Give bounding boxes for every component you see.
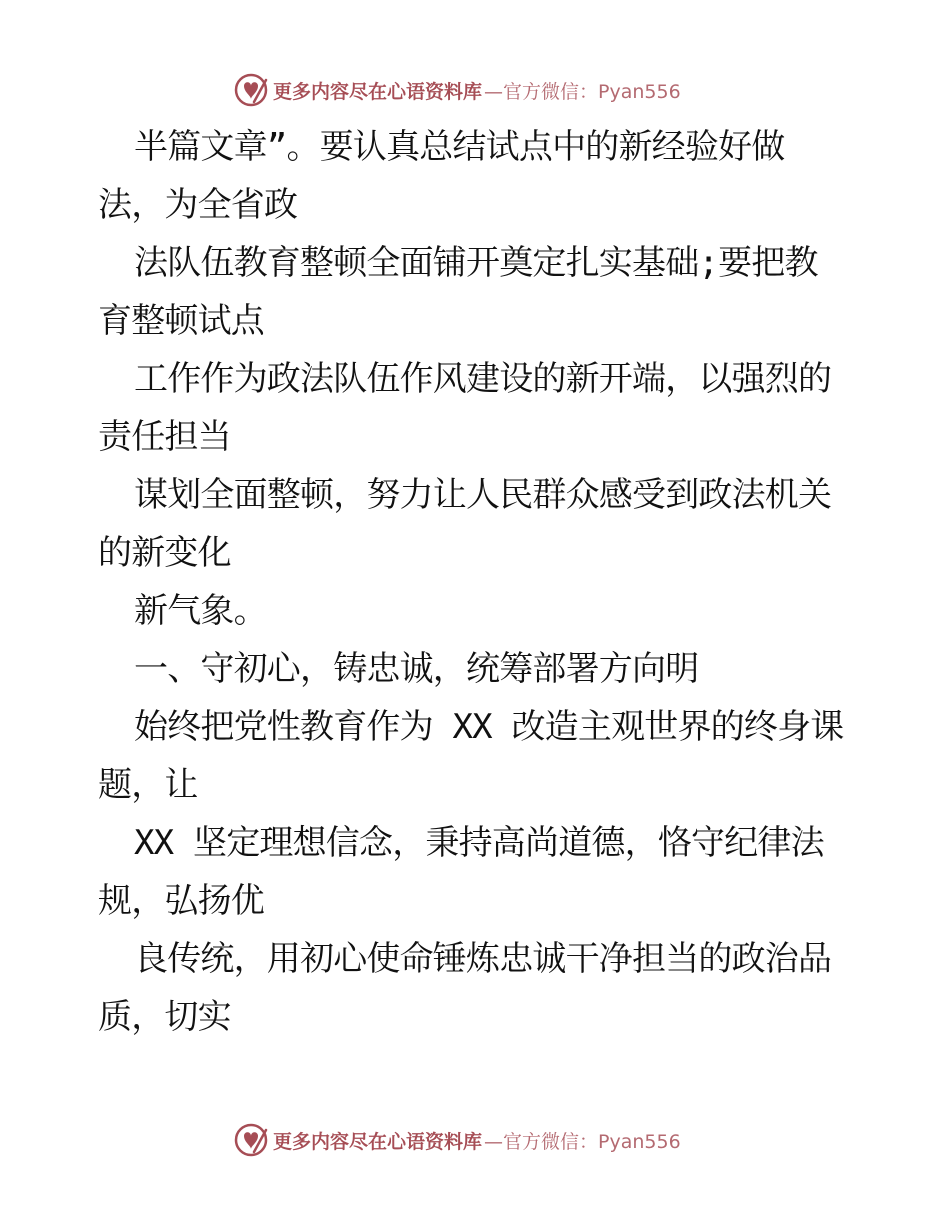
heart-pen-logo-icon <box>233 72 269 108</box>
text-line: 法队伍教育整顿全面铺开奠定扎实基础;要把教 <box>134 243 818 283</box>
text-line: 题，让 <box>98 765 198 805</box>
header-banner-wechat-text: —官方微信：Pyan556 <box>484 80 681 103</box>
section-heading: 一、守初心，铸忠诚，统筹部署方向明 <box>134 649 699 689</box>
text-line: 质，切实 <box>98 997 231 1037</box>
header-banner-main-text: 更多内容尽在心语资料库 <box>273 80 483 103</box>
document-body <box>98 118 858 1046</box>
text-line: 半篇文章”。要认真总结试点中的新经验好做 <box>134 127 785 167</box>
text-line: 新气象。 <box>134 591 267 631</box>
text-line: 始终把党性教育作为 XX 改造主观世界的终身课 <box>134 707 844 747</box>
text-line: 谋划全面整顿，努力让人民群众感受到政法机关 <box>134 475 832 515</box>
heart-pen-logo-icon <box>233 1122 269 1158</box>
text-line: 规，弘扬优 <box>98 881 264 921</box>
footer-banner <box>233 1120 681 1160</box>
footer-banner-main-text: 更多内容尽在心语资料库 <box>273 1130 483 1153</box>
text-line: 责任担当 <box>98 417 231 457</box>
text-line: 法，为全省政 <box>98 185 298 225</box>
footer-banner-wechat-text: —官方微信：Pyan556 <box>484 1130 681 1153</box>
text-line: 的新变化 <box>98 533 231 573</box>
header-banner <box>233 70 681 110</box>
text-line: 良传统，用初心使命锤炼忠诚干净担当的政治品 <box>134 939 832 979</box>
text-line: 工作作为政法队伍作风建设的新开端，以强烈的 <box>134 359 832 399</box>
text-line: 育整顿试点 <box>98 301 264 341</box>
text-line: XX 坚定理想信念，秉持高尚道德，恪守纪律法 <box>134 823 824 863</box>
